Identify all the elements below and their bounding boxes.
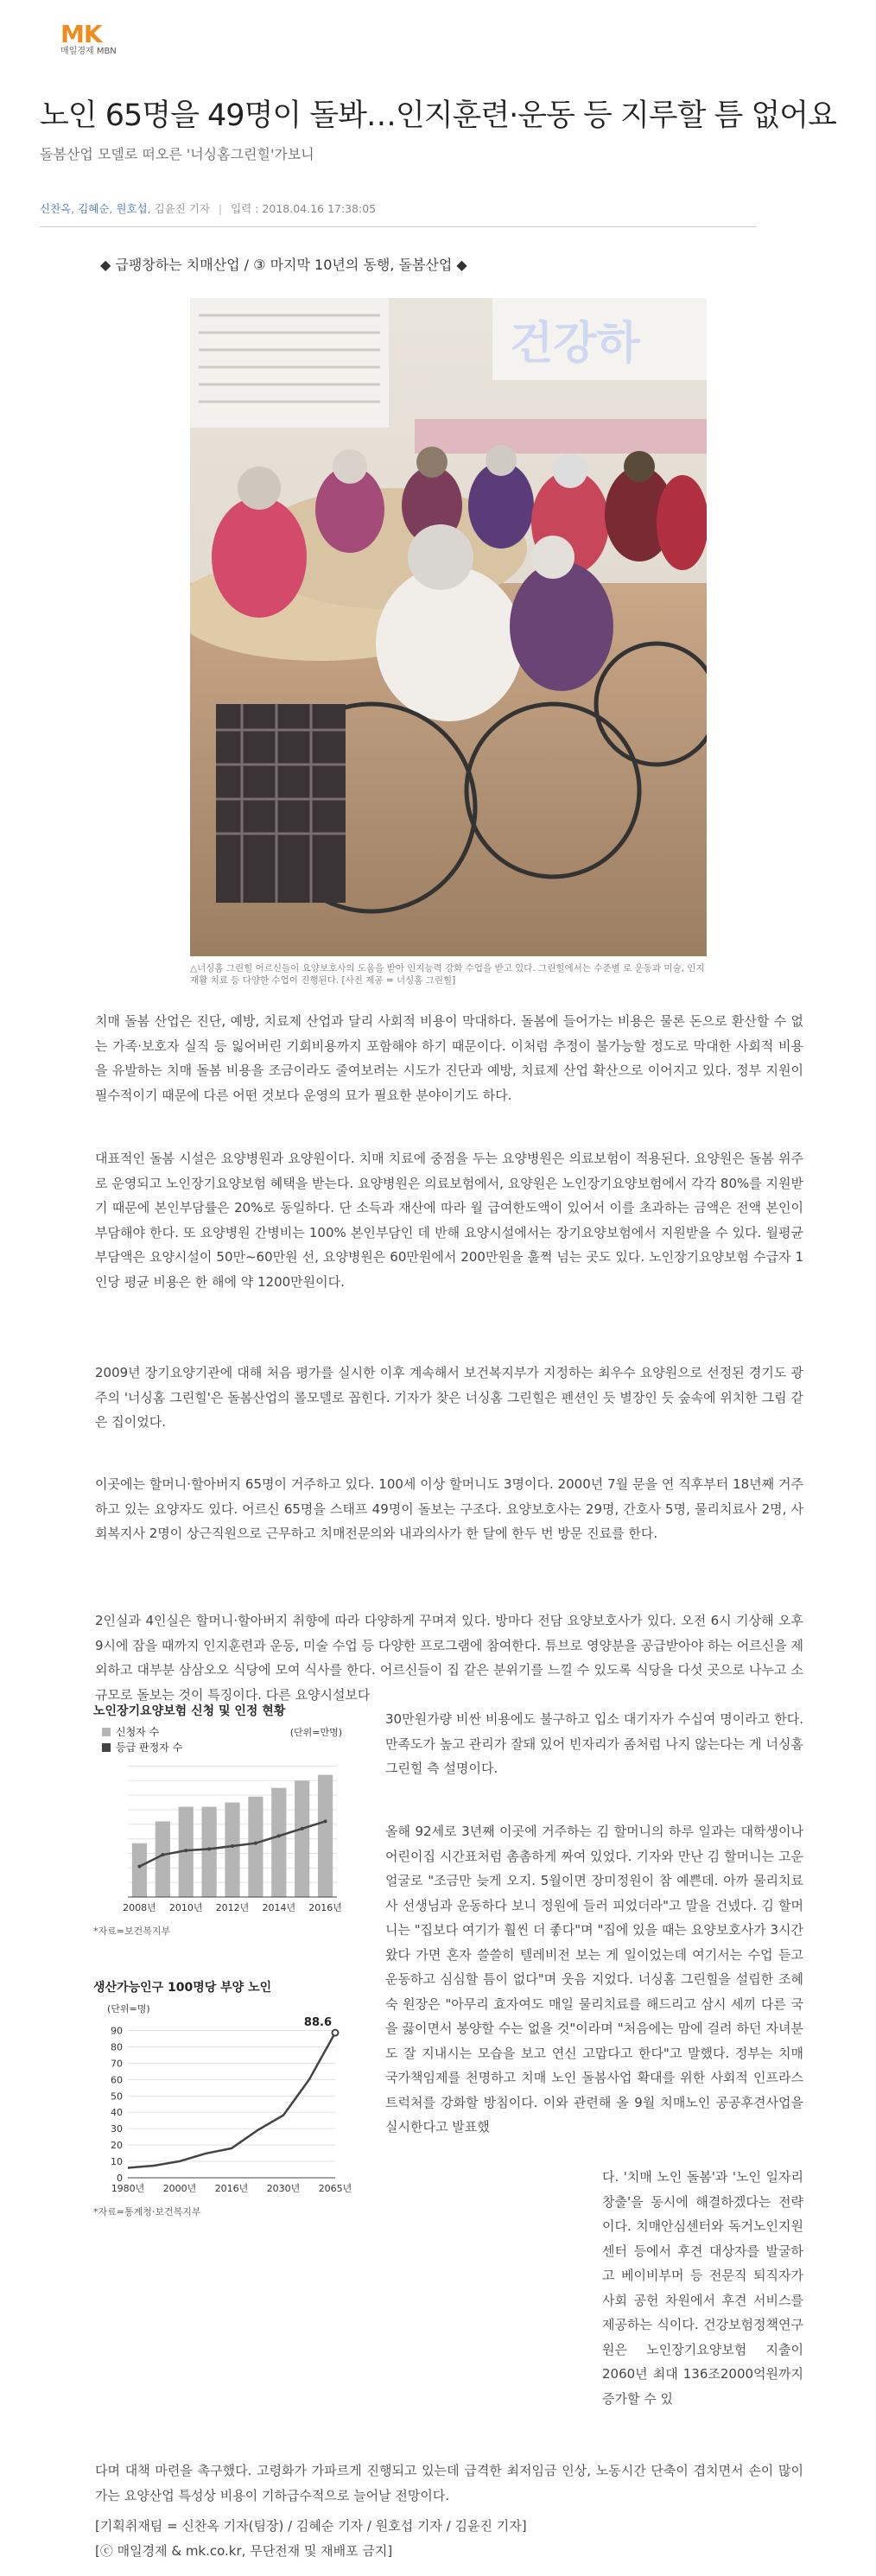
mk-logo[interactable]: [60, 22, 117, 57]
legend-swatch-certified: [102, 1743, 111, 1752]
x-tick-label: 2010년: [168, 1902, 203, 1913]
x-tick-label: 2016년: [214, 2183, 249, 2194]
logo-subtitle: 매일경제 MBN: [60, 47, 117, 56]
line-point: [333, 2030, 339, 2036]
bar: [318, 1775, 333, 1897]
y-tick-label: 30: [111, 2123, 123, 2135]
wall-sign-text: 건강하: [510, 318, 640, 370]
line-point: [161, 1853, 164, 1856]
x-tick-label: 2000년: [162, 2183, 197, 2194]
chart-care-insurance: [93, 1702, 344, 1937]
chart-title: 생산가능인구 100명당 부양 노인: [93, 1981, 272, 1995]
article-photo: [190, 298, 707, 956]
y-tick-label: 50: [111, 2091, 123, 2103]
unit-label: (단위=명): [107, 2003, 150, 2014]
bar: [248, 1797, 263, 1897]
bar: [271, 1788, 286, 1897]
article-headline: 노인 65명을 49명이 돌봐…인지훈련·운동 등 지루할 틈 없어요: [40, 98, 836, 133]
bar: [132, 1843, 147, 1897]
nursing-home-photo: [190, 298, 707, 956]
bar: [295, 1780, 309, 1897]
y-tick-label: 40: [111, 2107, 123, 2119]
line-point: [184, 1849, 187, 1852]
line-point: [277, 1834, 281, 1837]
copyright-notice: [ⓒ 매일경제 & mk.co.kr, 무단전재 및 재배포 금지]: [95, 2543, 393, 2559]
line-point: [207, 1847, 211, 1850]
x-tick-label: 2065년: [318, 2183, 352, 2194]
line-point: [301, 1827, 304, 1830]
legend-swatch-applicants: [102, 1728, 111, 1736]
line-point: [324, 1819, 327, 1823]
reporter-name: 김윤진 기자: [154, 202, 210, 215]
x-tick-label: 1980년: [111, 2183, 145, 2194]
publish-date: 입력 : 2018.04.16 17:38:05: [231, 202, 377, 215]
body-paragraph: 2009년 장기요양기관에 대해 처음 평가를 실시한 이후 계속해서 보건복지부가 지정하는 최우수 요양원으로 선정된 경기도 광주의 '너싱홈 그린힐'은 돌봄산업의 롤모델로 꼽힌다. 기자가 찾은 너싱홈 그린힐은 펜션인 듯 별장인 듯 숲속에 위치한 그림 같은 집이었다.: [95, 1365, 803, 1430]
bar: [156, 1821, 170, 1897]
chart-source: *자료=보건복지부: [93, 1926, 171, 1937]
reporter-link[interactable]: 김혜순: [78, 202, 110, 215]
body-paragraph: 다며 대책 마련을 촉구했다. 고령화가 가파르게 진행되고 있는데 급격한 최저임금 인상, 노동시간 단축이 겹치면서 손이 많이 가는 요양산업 특성상 비용이 기하급수적으로 늘어날 전망이다.: [95, 2463, 803, 2503]
legend-label: 신청자 수: [116, 1726, 160, 1738]
logo-brand: MK: [60, 20, 102, 48]
line-point: [254, 1842, 257, 1845]
body-paragraph: 2인실과 4인실은 할머니·할아버지 취향에 따라 다양하게 꾸며져 있다. 방마다 전담 요양보호사가 있다. 오전 6시 기상해 오후 9시에 잠을 때까지 인지훈련과 운동, 미술 수업 등 다양한 프로그램에 참여한다. 튜브로 영양분을 공급받아야 하는 어르신을 제외하고 대부분 삼삼오오 식당에 모여 식사를 한다. 어르신들이 집 같은 분위기를 느낄 수 있도록 식당을 다섯 곳으로 나누고 소규모로 돌보는 것이 특징이다. 다른 요양시설보다: [95, 1613, 803, 1703]
y-tick-label: 10: [111, 2156, 123, 2168]
x-tick-label: 2008년: [123, 1902, 156, 1913]
body-paragraph: 30만원가량 비싼 비용에도 불구하고 입소 대기자가 수십여 명이라고 한다. 만족도가 높고 관리가 잘돼 있어 빈자리가 좀처럼 나지 않는다는 게 너싱홈 그린힐 측 설명이다.: [385, 1711, 803, 1776]
y-tick-label: 0: [117, 2173, 123, 2184]
x-tick-label: 2030년: [266, 2183, 301, 2194]
y-tick-label: 60: [111, 2074, 123, 2086]
bar: [202, 1807, 217, 1897]
x-tick-label: 2012년: [215, 1902, 250, 1913]
x-tick-label: 2014년: [262, 1902, 296, 1913]
legend-label: 등급 판정자 수: [116, 1742, 183, 1754]
chart-title: 노인장기요양보험 신청 및 인정 현황: [93, 1704, 286, 1718]
y-tick-label: 70: [111, 2058, 123, 2070]
byline: 신찬옥, 김혜순, 원호섭, 김윤진 기자 | 입력 : 2018.04.16 17:38:05: [40, 202, 377, 215]
body-paragraph: 대표적인 돌봄 시설은 요양병원과 요양원이다. 치매 치료에 중점을 두는 요양병원은 의료보험이 적용된다. 요양원은 돌봄 위주로 운영되고 노인장기요양보험 혜택을 받는다. 요양병원은 의료보험에서, 요양원은 노인장기요양보험에서 각각 80%를 지원받기 때문에 본인부담률은 20%로 동일하다. 단 소득과 재산에 따라 월 급여한도액이 있어서 이를 초과하는 금액은 전액 본인이 부담해야 한다. 또 요양병원 간병비는 100% 본인부담인 데 반해 요양시설에서는 장기요양보험에서 지원받을 수 있다. 월평균 부담액은 요양시설이 50만~60만원 선, 요양병원은 60만원에서 200만원을 훌쩍 넘는 곳도 있다. 노인장기요양보험 수급자 1인당 평균 비용은 한 해에 약 1200만원이다.: [95, 1151, 803, 1290]
line-chart: [93, 2001, 352, 2208]
reporter-link[interactable]: 원호섭: [116, 202, 148, 215]
y-tick-label: 90: [111, 2025, 123, 2037]
series-title: ◆ 급팽창하는 치매산업 / ③ 마지막 10년의 동행, 돌봄산업 ◆: [100, 257, 467, 273]
unit-label: (단위=만명): [289, 1727, 342, 1738]
y-tick-label: 20: [111, 2140, 123, 2152]
bar-line-chart: [93, 1724, 344, 1927]
body-paragraph: 치매 돌봄 산업은 진단, 예방, 치료제 산업과 달리 사회적 비용이 막대하다. 돌봄에 들어가는 비용은 물론 돈으로 환산할 수 없는 가족·보호자 실직 등 잃어버린 기회비용까지 포함해야 하기 때문이다. 이처럼 추정이 불가능할 정도로 막대한 사회적 비용을 유발하는 치매 돌봄 비용을 조금이라도 줄여보려는 시도가 진단과 예방, 치료제 산업 확산으로 이어지고 있다. 정부 지원이 필수적이기 때문에 다른 어떤 것보다 운영의 묘가 필요한 분야이기도 하다.: [95, 1013, 803, 1103]
body-paragraph: 이곳에는 할머니·할아버지 65명이 거주하고 있다. 100세 이상 할머니도 3명이다. 2000년 7월 문을 연 직후부터 18년째 거주하고 있는 요양자도 있다. 어르신 65명을 스태프 49명이 돌보는 구조다. 요양보호사는 29명, 간호사 5명, 물리치료사 2명, 사회복지사 2명이 상근직원으로 근무하고 치매전문의와 내과의사가 한 달에 한두 번 방문 진료를 한다.: [95, 1476, 803, 1541]
reporter-link[interactable]: 신찬옥: [40, 202, 72, 215]
body-paragraph: 다. '치매 노인 돌봄'과 '노인 일자리 창출'을 동시에 해결하겠다는 전략이다. 치매안심센터와 독거노인지원센터 등에서 후견 대상자를 발굴하고 베이비부머 등 전문직 퇴직자가 사회 공헌 차원에서 후견 서비스를 제공하는 식이다. 건강보험정책연구원은 노인장기요양보험 지출이 2060년 최대 136조2000억원까지 증가할 수 있: [602, 2169, 803, 2407]
photo-caption: △너싱홈 그린힐 어르신들이 요양보호사의 도움을 받아 인지능력 강화 수업을 받고 있다. 그린힐에서는 수준별 로 운동과 미술, 인지재활 치료 등 다양한 수업이 진행된다. [사진 제공 = 너싱홈 그린힐]: [190, 963, 705, 986]
chart-source: *자료=통계청·보건복지부: [93, 2206, 201, 2218]
line-point: [137, 1865, 141, 1869]
y-tick-label: 80: [111, 2041, 123, 2053]
bar: [225, 1803, 239, 1897]
team-credits: [기획취재팀 = 신찬옥 기자(팀장) / 김혜순 기자 / 원호섭 기자 / 김윤진 기자]: [95, 2518, 527, 2534]
x-tick-label: 2016년: [308, 1902, 342, 1913]
body-paragraph: 올해 92세로 3년째 이곳에 거주하는 김 할머니의 하루 일과는 대학생이나 어린이집 시간표처럼 촘촘하게 짜여 있었다. 기자와 만난 김 할머니는 고운 얼굴로 "조금만 늦게 오지. 5월이면 장미정원이 참 예쁜데. 아까 물리치료사 선생님과 운동하다 보니 정원에 들러 피었더라"고 말을 건넸다. 김 할머니는 "집보다 여기가 훨씬 더 좋다"며 "집에 있을 때는 요양보호사가 3시간 왔다 가면 혼자 쓸쓸히 텔레비전 보는 게 일이었는데 여기서는 수업 듣고 운동하고 심심할 틈이 없다"며 웃음 지었다. 너싱홈 그린힐을 설립한 조혜숙 원장은 "아무리 효자여도 매일 물리치료를 해드리고 삼시 세끼 다른 국을 끓이면서 봉양할 수는 없을 것"이라며 "처음에는 맘에 걸려 하던 자녀분도 잘 지내시는 모습을 보고 연신 고맙다고 한다"고 말했다. 정부는 치매 국가책임제를 천명하고 치매 노인 돌봄사업 확대를 위한 사회적 인프라스트럭처를 강화할 방침이다. 이와 관련해 올 9월 치매노인 공공후견사업을 실시한다고 발표했: [385, 1824, 803, 2135]
article-subheadline: 돌봄산업 모델로 떠오른 '너싱홈그린힐'가보니: [40, 146, 314, 162]
chart-dependency-ratio: [93, 1978, 352, 2218]
header-divider: [40, 226, 757, 227]
data-label: 88.6: [303, 2016, 332, 2030]
series-line: [128, 2033, 335, 2167]
line-point: [231, 1844, 234, 1848]
